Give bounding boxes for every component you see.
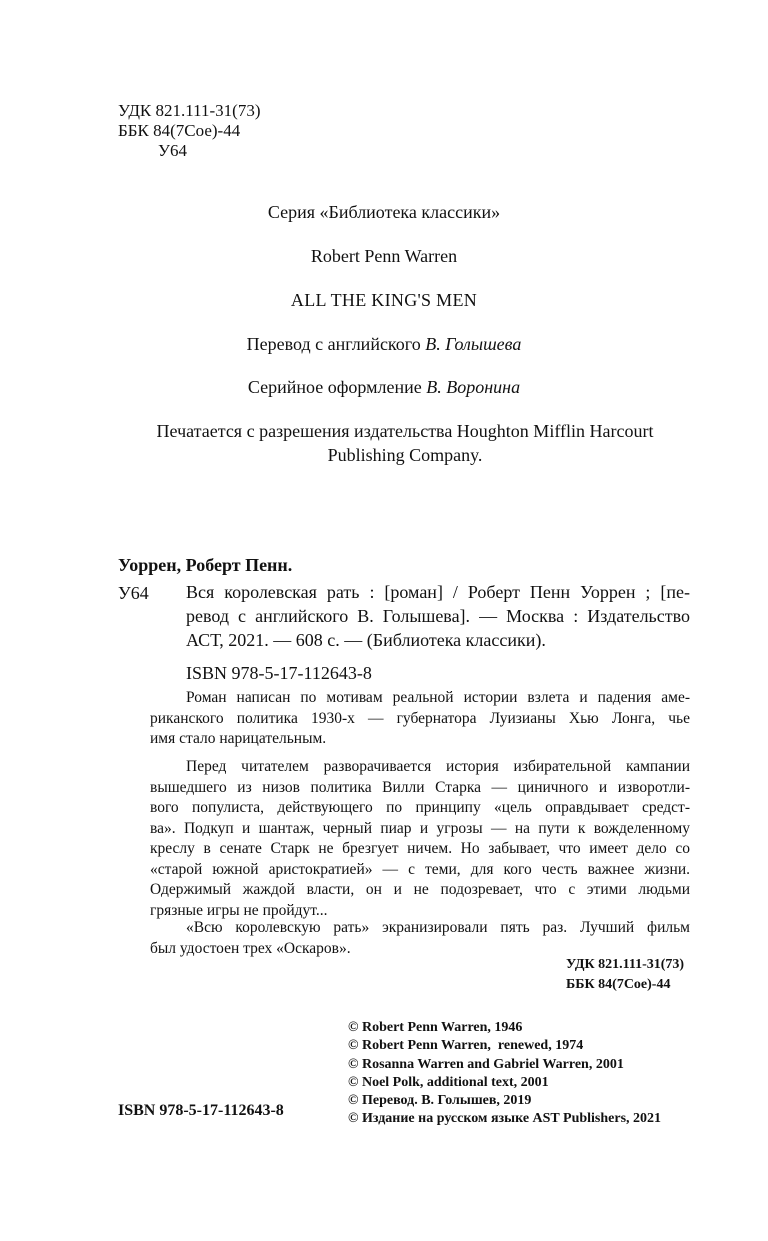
- annotation-line: «старой южной аристократией» — с теми, для кого честь важнее жизни.: [150, 860, 690, 878]
- catalog-author: Уоррен, Роберт Пенн.: [118, 555, 293, 575]
- annotation-line: был удостоен трех «Оскаров».: [150, 939, 351, 957]
- udk-code-right: УДК 821.111-31(73): [566, 957, 685, 972]
- classification-block: [118, 101, 260, 161]
- copyright-line: © Robert Penn Warren, renewed, 1974: [348, 1038, 584, 1054]
- annotation-line: вого популиста, действующего по принципу «цель оправдывает средст-: [150, 799, 690, 816]
- copyright-line: © Robert Penn Warren, 1946: [348, 1020, 523, 1035]
- annotation-line: Одержимый жаждой власти, он и не подозревает, что с этими людьми: [150, 881, 690, 898]
- bbk-code-right: ББК 84(7Сое)-44: [566, 977, 671, 992]
- annotation-line: риканского политика 1930-х — губернатора Луизианы Хью Лонга, чье: [150, 709, 690, 727]
- copyright-line: © Перевод. В. Голышев, 2019: [348, 1093, 532, 1109]
- catalog-code: У64: [118, 583, 149, 603]
- copyright-line: © Noel Polk, additional text, 2001: [348, 1074, 549, 1090]
- bbk-code: ББК 84(7Сое)-44: [118, 121, 241, 140]
- annotation-line: грязные игры не пройдут...: [150, 901, 328, 919]
- permission-line: Печатается с разрешения издательства Houghton Mifflin Harcourt: [156, 421, 654, 441]
- catalog-line: Вся королевская рать : [роман] / Роберт Пенн Уоррен ; [пе-: [186, 582, 690, 602]
- annotation-paragraph-3: [150, 918, 690, 959]
- series-name: Серия «Библиотека классики»: [267, 202, 501, 222]
- annotation-line: имя стало нарицательным.: [150, 730, 327, 747]
- annotation-line: вышедшего из низов политика Вилли Старка — циничного и изворотли-: [150, 778, 690, 796]
- design-credit: [0, 377, 768, 398]
- annotation-line: «Всю королевскую рать» экранизировали пять раз. Лучший фильм: [186, 919, 690, 936]
- copyright-line: © Rosanna Warren and Gabriel Warren, 2001: [348, 1056, 624, 1072]
- copyright-list: [348, 1019, 661, 1129]
- designer-name: В. Воронина: [426, 377, 521, 397]
- catalog-line: АСТ, 2021. — 608 с. — (Библиотека классики).: [186, 630, 546, 650]
- permission-line: Publishing Company.: [327, 445, 483, 465]
- annotation-paragraph-2: [150, 757, 690, 921]
- catalog-isbn: ISBN 978-5-17-112643-8: [186, 663, 372, 683]
- author-mark: У64: [158, 141, 188, 160]
- translation-credit: [0, 334, 768, 355]
- isbn-bottom: ISBN 978-5-17-112643-8: [118, 1102, 284, 1119]
- translation-prefix: Перевод с английского: [246, 334, 421, 354]
- annotation-paragraph-1: [150, 688, 690, 750]
- book-title-en: ALL THE KING'S MEN: [290, 290, 478, 310]
- author-name-en: Robert Penn Warren: [310, 246, 458, 266]
- annotation-line: креслу в сенате Старк не брезгует ничем. Но забывает, что имеет дело со: [150, 840, 690, 857]
- annotation-line: ва». Подкуп и шантаж, черный пиар и угрозы — на пути к вожделенному: [150, 819, 690, 837]
- annotation-line: Роман написан по мотивам реальной истории взлета и падения аме-: [186, 689, 690, 706]
- translator-name: В. Голышева: [425, 334, 522, 354]
- copyright-line: © Издание на русском языке AST Publishers, 2021: [348, 1111, 662, 1127]
- design-prefix: Серийное оформление: [247, 377, 422, 397]
- permission-notice: [110, 419, 700, 467]
- annotation-line: Перед читателем разворачивается история избирательной кампании: [186, 758, 690, 775]
- catalog-line: ревод с английского В. Голышева]. — Москва : Издательство: [186, 606, 690, 626]
- udk-code: УДК 821.111-31(73): [118, 101, 261, 120]
- catalog-description: [186, 580, 690, 652]
- classification-right: [566, 955, 684, 995]
